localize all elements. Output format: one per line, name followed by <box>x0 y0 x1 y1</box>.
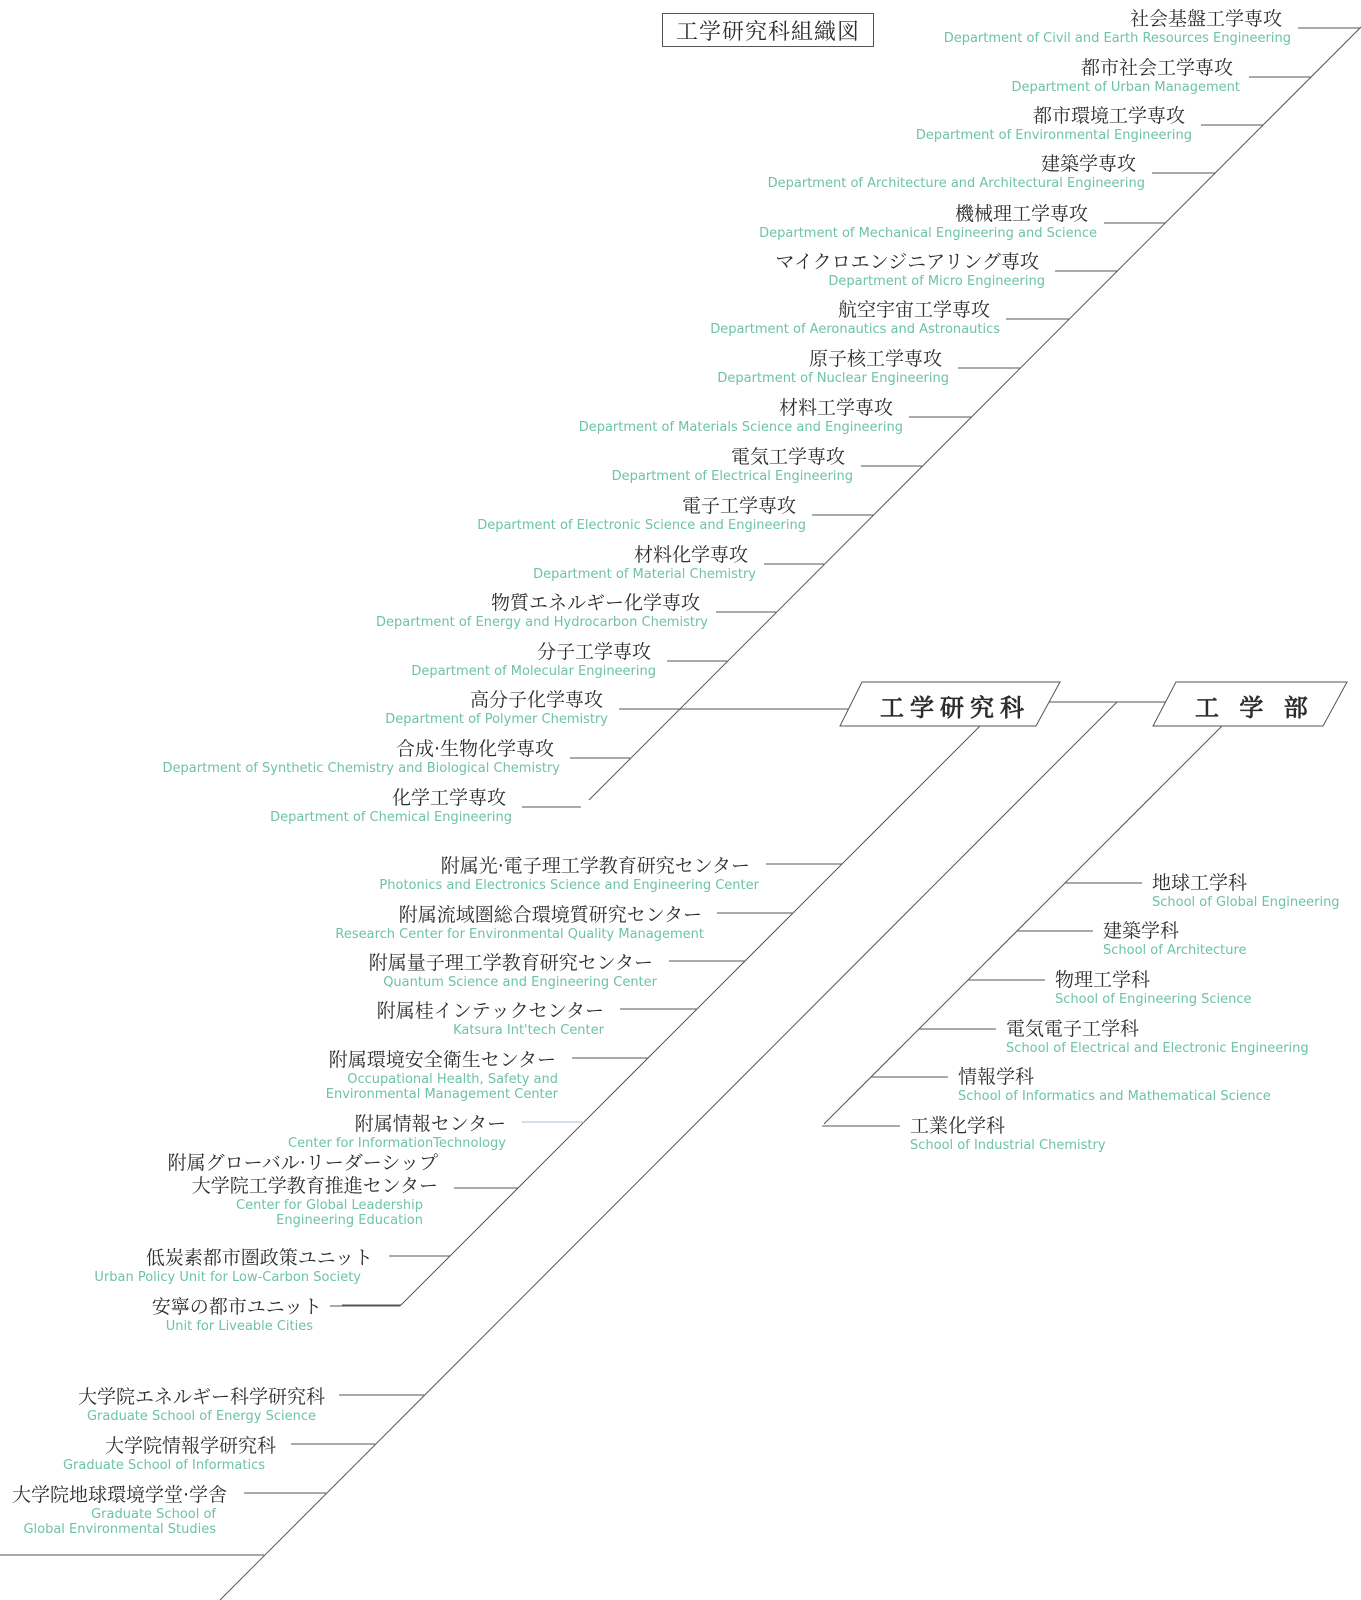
schools-label-1 <box>1152 872 1340 910</box>
departments-name-ja: 建築学専攻 <box>1040 153 1136 175</box>
departments-label-16 <box>163 738 560 776</box>
centers-name-en: Engineering Education <box>276 1213 423 1228</box>
departments-label-6 <box>775 251 1045 289</box>
departments-label-12 <box>533 544 756 582</box>
departments-name-ja: 電気工学専攻 <box>730 446 845 468</box>
centers-name-ja: 附属桂インテックセンター <box>376 1000 604 1022</box>
departments-name-en: Department of Material Chemistry <box>533 567 756 582</box>
departments-name-ja: 電子工学専攻 <box>681 495 796 517</box>
departments-label-10 <box>612 446 853 484</box>
related-name-ja: 大学院情報学研究科 <box>104 1435 276 1457</box>
centers-name-en: Katsura Int'tech Center <box>453 1023 604 1038</box>
schools-name-en: School of Architecture <box>1103 943 1247 958</box>
centers-name-en: Unit for Liveable Cities <box>165 1319 313 1334</box>
departments-name-ja: 化学工学専攻 <box>391 787 506 809</box>
related-name-en: Graduate School of <box>91 1507 216 1522</box>
centers-name-en: Photonics and Electronics Science and Engineering Center <box>379 878 759 893</box>
related-name-en: Graduate School of Informatics <box>62 1458 265 1473</box>
centers-label-1 <box>379 855 759 893</box>
departments-label-4 <box>768 153 1145 191</box>
departments-name-en: Department of Architecture and Architectural Engineering <box>767 176 1145 191</box>
schools-name-ja: 建築学科 <box>1103 920 1180 942</box>
departments-name-ja: 社会基盤工学専攻 <box>1129 8 1282 30</box>
schools-name-ja: 地球工学科 <box>1152 872 1248 894</box>
centers-label-2 <box>335 904 704 942</box>
schools-label-3 <box>1055 969 1251 1007</box>
related-name-en: Graduate School of Energy Science <box>86 1409 316 1424</box>
departments-label-11 <box>477 495 806 533</box>
departments-label-3 <box>916 105 1192 143</box>
schools-name-ja: 情報学科 <box>958 1066 1035 1088</box>
departments-label-14 <box>411 641 656 679</box>
centers-name-ja: 附属環境安全衛生センター <box>328 1049 556 1071</box>
departments-label-8 <box>717 348 949 386</box>
schools-name-en: School of Global Engineering <box>1152 895 1340 910</box>
centers-name-ja: 附属流域圏総合環境質研究センター <box>398 904 702 926</box>
related-label-3 <box>12 1484 227 1537</box>
departments-name-en: Department of Synthetic Chemistry and Biological Chemistry <box>162 761 560 776</box>
departments-name-ja: 分子工学専攻 <box>536 641 651 663</box>
schools-label-5 <box>958 1066 1271 1104</box>
departments-label-5 <box>759 203 1097 241</box>
departments-name-ja: 原子核工学専攻 <box>808 348 942 370</box>
schools-name-ja: 工業化学科 <box>910 1115 1006 1137</box>
centers-name-ja: 大学院工学教育推進センター <box>191 1175 438 1197</box>
departments-label-7 <box>710 299 1000 337</box>
centers-name-en: Center for Global Leadership <box>236 1198 423 1213</box>
related-name-ja: 大学院地球環境学堂·学舎 <box>11 1484 227 1506</box>
centers-label-7 <box>168 1152 438 1228</box>
centers-name-en: Occupational Health, Safety and <box>347 1072 558 1087</box>
departments-name-en: Department of Urban Management <box>1011 80 1240 95</box>
centers-name-ja: 附属量子理工学教育研究センター <box>368 952 653 974</box>
centers-label-6 <box>288 1113 506 1151</box>
departments-name-ja: 物質エネルギー化学専攻 <box>490 592 700 614</box>
schools-label-2 <box>1103 920 1247 958</box>
departments-name-en: Department of Aeronautics and Astronautics <box>710 322 1000 337</box>
departments-name-ja: 機械理工学専攻 <box>954 203 1088 225</box>
related-label-2 <box>63 1435 276 1473</box>
departments-name-en: Department of Mechanical Engineering and Science <box>759 226 1097 241</box>
schools-name-ja: 物理工学科 <box>1055 969 1151 991</box>
departments-name-ja: 高分子化学専攻 <box>469 689 603 711</box>
schools-name-en: School of Industrial Chemistry <box>910 1138 1106 1153</box>
departments-name-ja: 材料化学専攻 <box>633 544 748 566</box>
departments-name-en: Department of Molecular Engineering <box>411 664 656 679</box>
departments-name-ja: 材料工学専攻 <box>778 397 893 419</box>
hub-graduate-school: 工学研究科 <box>880 694 1030 722</box>
centers-name-ja: 附属グローバル·リーダーシップ <box>167 1152 438 1174</box>
departments-label-17 <box>270 787 512 825</box>
departments-name-en: Department of Energy and Hydrocarbon Chemistry <box>376 615 708 630</box>
departments-name-en: Department of Nuclear Engineering <box>717 371 949 386</box>
departments-label-1 <box>944 8 1291 46</box>
departments-name-en: Department of Civil and Earth Resources Engineering <box>943 31 1291 46</box>
departments-name-en: Department of Electrical Engineering <box>611 469 853 484</box>
hub-faculty: 工 学 部 <box>1195 694 1314 722</box>
departments-label-2 <box>1011 57 1240 95</box>
departments-name-en: Department of Polymer Chemistry <box>385 712 608 727</box>
departments-label-13 <box>376 592 708 630</box>
related-label-1 <box>78 1386 325 1424</box>
schools-name-ja: 電気電子工学科 <box>1006 1018 1140 1040</box>
centers-name-en: Quantum Science and Engineering Center <box>383 975 657 990</box>
departments-label-15 <box>385 689 608 727</box>
centers-name-ja: 安寧の都市ユニット <box>151 1296 322 1318</box>
departments-name-en: Department of Materials Science and Engineering <box>578 420 903 435</box>
centers-name-ja: 附属情報センター <box>354 1113 506 1135</box>
centers-name-ja: 附属光·電子理工学教育研究センター <box>440 855 750 877</box>
departments-name-en: Department of Chemical Engineering <box>270 810 512 825</box>
centers-name-en: Environmental Management Center <box>325 1087 558 1102</box>
departments-name-ja: 航空宇宙工学専攻 <box>837 299 990 321</box>
related-name-ja: 大学院エネルギー科学研究科 <box>77 1386 325 1408</box>
departments-name-en: Department of Electronic Science and Engineering <box>477 518 806 533</box>
centers-label-8 <box>94 1247 373 1285</box>
departments-label-9 <box>579 397 903 435</box>
centers-name-ja: 低炭素都市圏政策ユニット <box>145 1247 373 1269</box>
centers-name-en: Urban Policy Unit for Low-Carbon Society <box>94 1270 361 1285</box>
schools-label-6 <box>910 1115 1106 1153</box>
departments-name-ja: 都市社会工学専攻 <box>1080 57 1233 79</box>
departments-name-ja: マイクロエンジニアリング専攻 <box>775 251 1039 273</box>
schools-name-en: School of Informatics and Mathematical Science <box>958 1089 1271 1104</box>
centers-name-en: Center for InformationTechnology <box>288 1136 506 1151</box>
departments-name-ja: 合成·生物化学専攻 <box>395 738 554 760</box>
schools-name-en: School of Electrical and Electronic Engineering <box>1006 1041 1309 1056</box>
centers-label-3 <box>369 952 657 990</box>
departments-name-en: Department of Micro Engineering <box>828 274 1045 289</box>
schools-label-4 <box>1006 1018 1309 1056</box>
centers-label-9 <box>152 1296 322 1334</box>
departments-name-ja: 都市環境工学専攻 <box>1032 105 1185 127</box>
related-name-en: Global Environmental Studies <box>23 1522 216 1537</box>
centers-label-5 <box>326 1049 558 1102</box>
schools-name-en: School of Engineering Science <box>1055 992 1252 1007</box>
departments-name-en: Department of Environmental Engineering <box>915 128 1192 143</box>
centers-name-en: Research Center for Environmental Quality Management <box>335 927 704 942</box>
page-title: 工学研究科組織図 <box>662 13 874 47</box>
centers-label-4 <box>377 1000 604 1038</box>
